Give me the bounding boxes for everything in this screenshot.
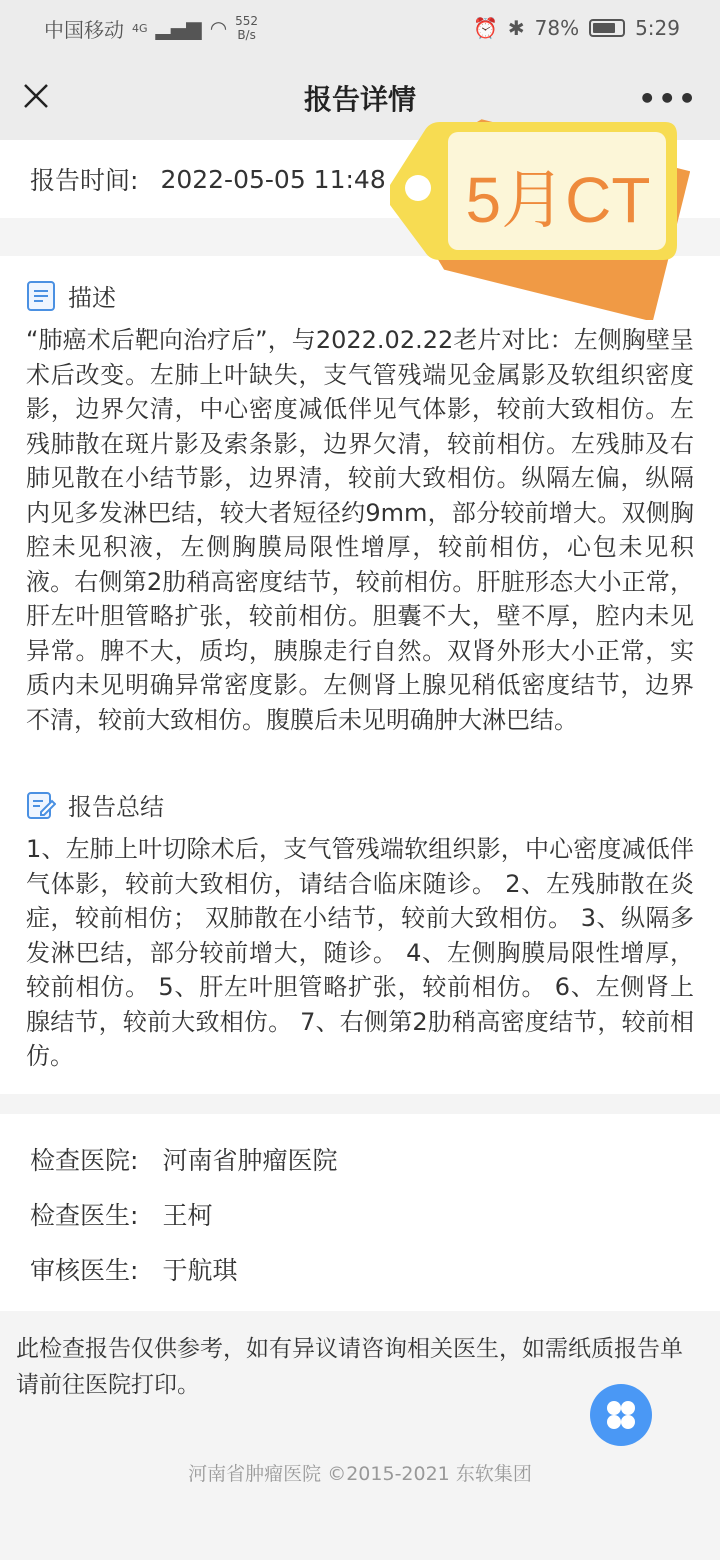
info-row-reviewer — [30, 1242, 690, 1297]
wifi-icon: ◠ — [209, 16, 228, 40]
speed-value: 552 — [235, 14, 259, 28]
clock: 5:29 — [635, 16, 680, 40]
edit-note-icon — [26, 790, 56, 820]
info-value: 河南省肿瘤医院 — [162, 1146, 338, 1175]
info-label: 检查医院: — [30, 1146, 139, 1175]
info-value: 王柯 — [162, 1201, 213, 1230]
clover-icon — [604, 1398, 638, 1432]
sticker-label: 5月CT — [465, 164, 651, 236]
copyright: 河南省肿瘤医院 ©2015-2021 东软集团 — [188, 1462, 532, 1485]
report-time-label: 报告时间: — [30, 166, 139, 195]
close-button[interactable] — [22, 82, 50, 114]
summary-text: 1、左肺上叶切除术后，支气管残端软组织影，中心密度减低伴气体影，较前大致相仿，请结合临床随诊。 2、左残肺散在炎症，较前相仿； 双肺散在小结节，较前大致相仿。 3、纵隔多发淋巴结，部分较前增大，随诊。 4、左侧胸膜局限性增厚，较前相仿。 5、肝左叶胆管略扩张，较前相仿。 6、左侧肾上腺结节，较前大致相仿。 7、右侧第2肋稍高密度结节，较前相仿。 — [26, 835, 694, 1070]
signal-icon: ▂▄▆ — [155, 16, 202, 40]
info-row-doctor — [30, 1187, 690, 1242]
status-bar — [0, 0, 720, 56]
info-value: 于航琪 — [162, 1256, 238, 1285]
speed-unit: B/s — [237, 28, 256, 42]
battery-icon — [589, 19, 625, 37]
description-text: “肺癌术后靶向治疗后”，与2022.02.22老片对比：左侧胸壁呈术后改变。左肺上叶缺失，支气管残端见金属影及软组织密度影，边界欠清，中心密度减低伴见气体影，较前大致相仿。左残肺散在斑片影及索条影，边界欠清，较前相仿。左残肺及右肺见散在小结节影，边界清，较前大致相仿。纵隔左偏，纵隔内见多发淋巴结，较大者短径约9mm，部分较前增大。双侧胸腔未见积液，左侧胸膜局限性增厚，较前相仿，心包未见积液。右侧第2肋稍高密度结节，较前相仿。肝脏形态大小正常，肝左叶胆管略扩张，较前相仿。胆囊不大，壁不厚，腔内未见异常。脾不大，质均，胰腺走行自然。双肾外形大小正常，实质内未见明确异常密度影。左侧肾上腺见稍低密度结节，边界不清，较前大致相仿。腹膜后未见明确肿大淋巴结。 — [26, 326, 694, 734]
network-speed — [235, 14, 258, 42]
info-label: 审核医生: — [30, 1256, 139, 1285]
alarm-icon: ⏰ — [472, 16, 498, 40]
battery-percent: 78% — [534, 16, 580, 40]
description-section — [0, 256, 720, 757]
document-icon — [26, 281, 56, 311]
page-title: 报告详情 — [303, 83, 416, 116]
exam-info — [0, 1114, 720, 1311]
info-row-hospital — [30, 1132, 690, 1187]
floating-menu-button[interactable] — [590, 1384, 652, 1446]
description-heading: 描述 — [68, 284, 116, 312]
bluetooth-icon: ✱ — [507, 16, 525, 40]
close-icon — [22, 82, 50, 110]
network-type: 4G — [132, 21, 148, 35]
disclaimer: 此检查报告仅供参考，如有异议请咨询相关医生，如需纸质报告单请前往医院打印。 — [16, 1335, 683, 1398]
more-menu-button[interactable]: ••• — [638, 81, 698, 115]
report-time-value: 2022-05-05 11:48 — [160, 164, 386, 194]
summary-heading: 报告总结 — [68, 793, 164, 821]
info-label: 检查医生: — [30, 1201, 139, 1230]
sticker-tag — [380, 110, 690, 320]
summary-section — [0, 757, 720, 1094]
carrier: 中国移动 — [44, 17, 124, 42]
